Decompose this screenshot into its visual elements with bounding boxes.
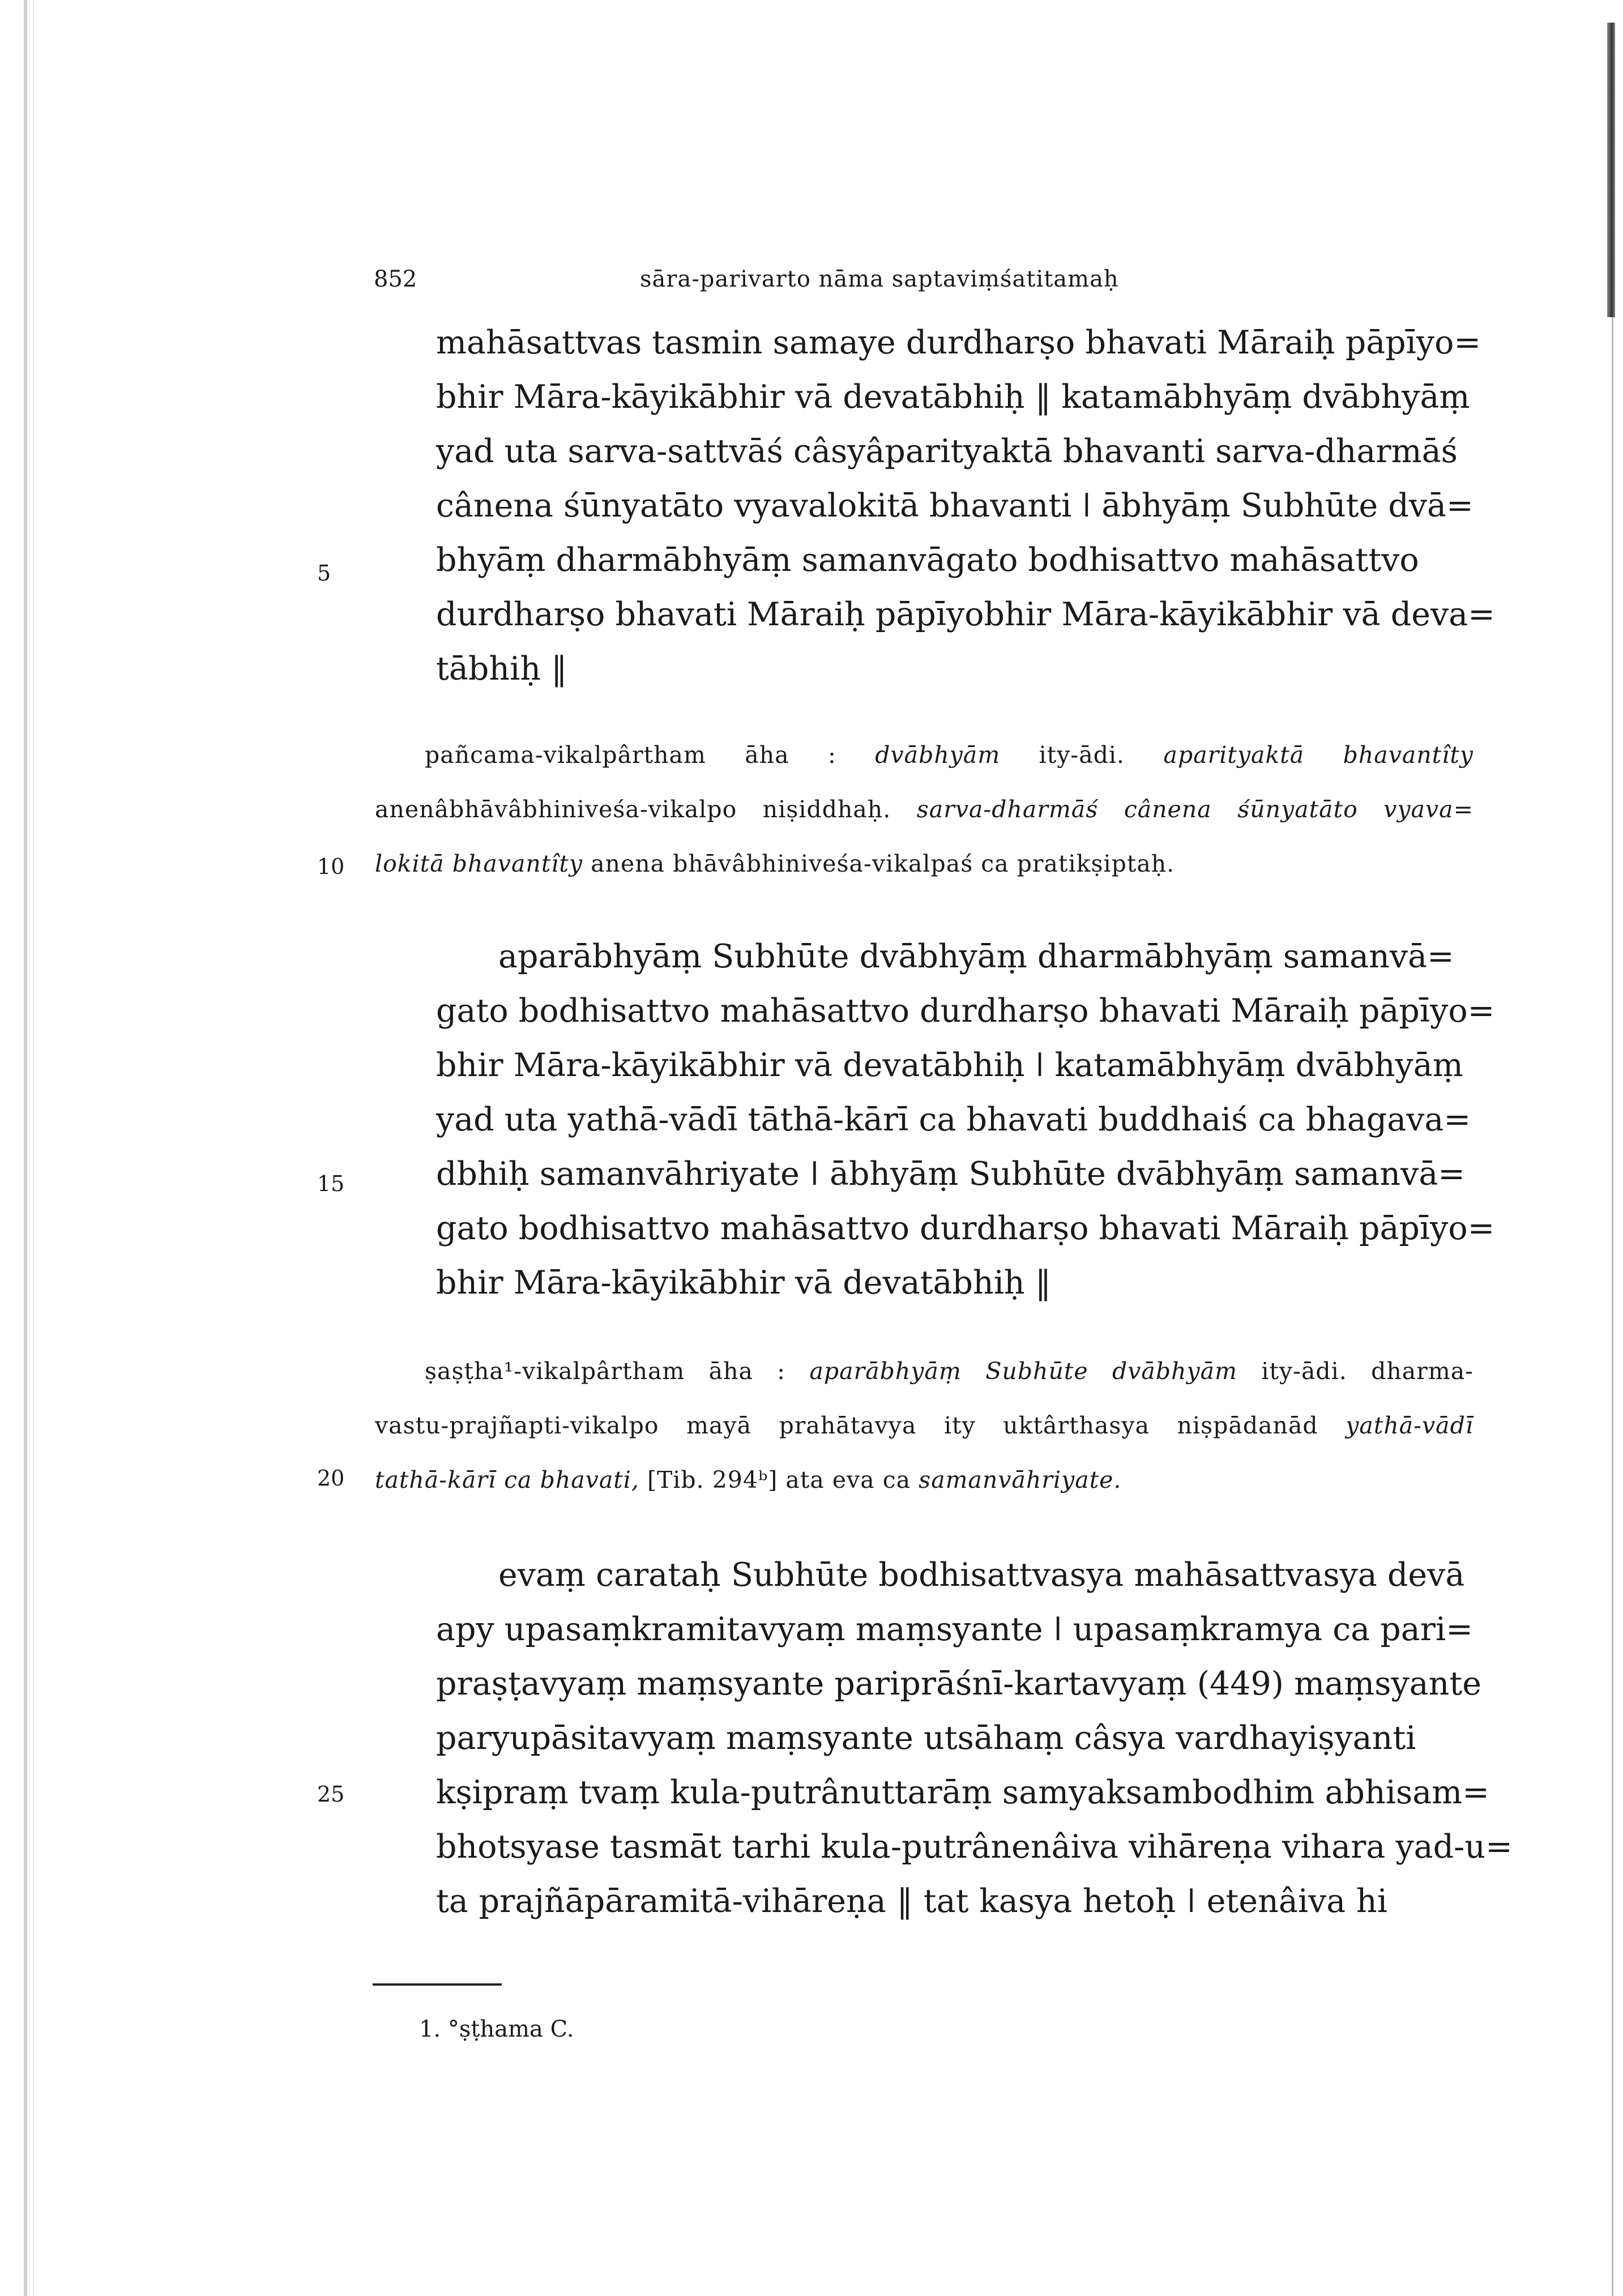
text-line: praṣṭavyaṃ maṃsyante pariprāśnī-kartavyaṃ (449) maṃsyante <box>436 1665 1481 1702</box>
text-line: gato bodhisattvo mahāsattvo durdharṣo bhavati Māraiḥ pāpīyo= <box>436 1210 1495 1247</box>
footnote-rule <box>373 1983 502 1986</box>
commentary-text: vastu-prajñapti-vikalpo mayā prahātavya ity uktârthasya niṣpādanād <box>375 1412 1318 1439</box>
line-number: 25 <box>317 1782 345 1807</box>
text-line: bhotsyase tasmāt tarhi kula-putrânenâiva vihāreṇa vihara yad-u= <box>436 1828 1513 1866</box>
line-number: 20 <box>317 1466 345 1491</box>
commentary-line <box>425 1356 1473 1387</box>
scan-left-edge <box>24 0 27 2296</box>
commentary-line <box>375 1465 1473 1496</box>
commentary-lemma: tathā-kārī ca bhavati, <box>375 1466 639 1493</box>
commentary-lemma: aparābhyāṃ Subhūte dvābhyām <box>809 1358 1237 1385</box>
commentary-lemma: samanvāhriyate. <box>919 1466 1122 1493</box>
commentary-line <box>425 740 1473 771</box>
text-line: dbhiḥ samanvāhriyate ǀ ābhyāṃ Subhūte dvābhyāṃ samanvā= <box>436 1155 1466 1193</box>
page-number: 852 <box>374 266 417 292</box>
scan-left-edge-inner <box>33 0 34 2296</box>
text-line: ta prajñāpāramitā-vihāreṇa ‖ tat kasya hetoḥ ǀ etenâiva hi <box>436 1883 1387 1920</box>
page-header <box>0 266 1623 311</box>
text-line: gato bodhisattvo mahāsattvo durdharṣo bhavati Māraiḥ pāpīyo= <box>436 992 1495 1030</box>
commentary-text: [Tib. 294ᵇ] ata eva ca <box>647 1466 911 1493</box>
commentary-text: anenâbhāvâbhiniveśa-vikalpo niṣiddhaḥ. <box>375 796 891 823</box>
text-line: durdharṣo bhavati Māraiḥ pāpīyobhir Māra-kāyikābhir vā deva= <box>436 596 1495 633</box>
text-line: bhir Māra-kāyikābhir vā devatābhiḥ ‖ katamābhyāṃ dvābhyāṃ <box>436 378 1470 416</box>
commentary-lemma: lokitā bhavantîty <box>375 850 583 877</box>
commentary-lemma: sarva-dharmāś cânena śūnyatāto vyava= <box>916 796 1473 823</box>
text-line: tābhiḥ ‖ <box>436 650 567 688</box>
text-line: yad uta yathā-vādī tāthā-kārī ca bhavati buddhaiś ca bhagava= <box>436 1101 1471 1138</box>
footnote: 1. °ṣṭhama C. <box>419 2016 574 2042</box>
text-line: paryupāsitavyaṃ maṃsyante utsāhaṃ câsya vardhayiṣyanti <box>436 1719 1416 1757</box>
commentary-line <box>375 794 1473 825</box>
commentary-text: anena bhāvâbhiniveśa-vikalpaś ca pratikṣiptaḥ. <box>591 850 1175 877</box>
text-line: bhir Māra-kāyikābhir vā devatābhiḥ ǀ katamābhyāṃ dvābhyāṃ <box>436 1047 1463 1084</box>
text-line: aparābhyāṃ Subhūte dvābhyāṃ dharmābhyāṃ samanvā= <box>498 938 1454 975</box>
commentary-line <box>375 1410 1473 1441</box>
commentary-lemma: yathā-vādī <box>1346 1412 1473 1439</box>
line-number: 10 <box>317 854 345 879</box>
commentary-text: ṣaṣṭha¹-vikalpârtham āha : <box>425 1358 786 1385</box>
line-number: 15 <box>317 1171 345 1196</box>
text-line: bhyāṃ dharmābhyāṃ samanvāgato bodhisattvo mahāsattvo <box>436 541 1419 579</box>
text-line: bhir Māra-kāyikābhir vā devatābhiḥ ‖ <box>436 1264 1052 1301</box>
scan-right-edge <box>1612 317 1613 2296</box>
text-line: kṣipraṃ tvaṃ kula-putrânuttarāṃ samyaksambodhim abhisam= <box>436 1774 1489 1811</box>
line-number: 5 <box>317 561 331 586</box>
commentary-lemma: aparityaktā bhavantîty <box>1163 741 1473 769</box>
commentary-text: ity-ādi. <box>1039 741 1125 769</box>
commentary-text: pañcama-vikalpârtham āha : <box>425 741 836 769</box>
commentary-line <box>375 848 1473 880</box>
text-line: yad uta sarva-sattvāś câsyâparityaktā bhavanti sarva-dharmāś <box>436 433 1458 470</box>
text-line: cânena śūnyatāto vyavalokitā bhavanti ǀ ābhyāṃ Subhūte dvā= <box>436 487 1473 524</box>
text-line: apy upasaṃkramitavyaṃ maṃsyante ǀ upasaṃkramya ca pari= <box>436 1611 1473 1648</box>
text-line: mahāsattvas tasmin samaye durdharṣo bhavati Māraiḥ pāpīyo= <box>436 324 1481 361</box>
text-line: evaṃ carataḥ Subhūte bodhisattvasya mahāsattvasya devā <box>498 1556 1465 1594</box>
commentary-text: ity-ādi. dharma- <box>1261 1358 1474 1385</box>
commentary-lemma: dvābhyām <box>875 741 1001 769</box>
running-title: sāra-parivarto nāma saptaviṃśatitamaḥ <box>640 266 1119 292</box>
